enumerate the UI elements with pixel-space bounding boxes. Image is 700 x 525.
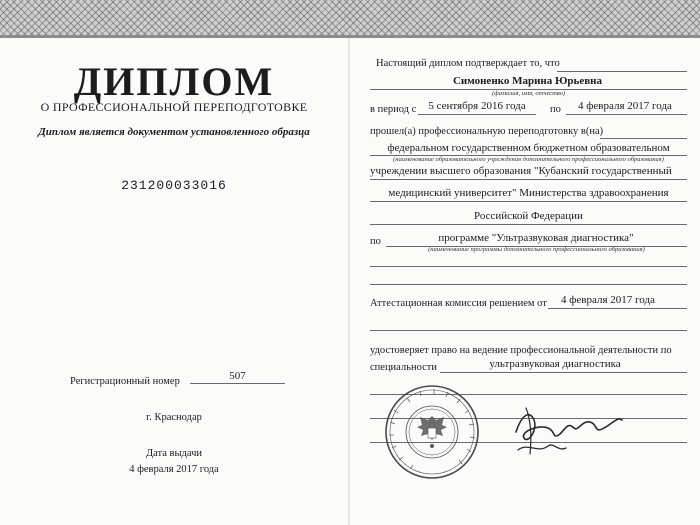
holder-full-name: Симоненко Марина Юрьевна xyxy=(452,75,603,87)
certifies-text: удостоверяет право на ведение профессиональной деятельности по xyxy=(370,345,672,356)
period-to: 4 февраля 2017 года xyxy=(578,100,672,112)
signature-icon xyxy=(508,398,628,458)
commission-underline xyxy=(548,308,687,309)
issue-date: 4 февраля 2017 года xyxy=(129,464,219,475)
period-to-underline xyxy=(566,114,687,115)
institution-caption: (наименование образовательного учреждения дополнительного профессионального образования) xyxy=(393,156,664,163)
specialty-underline xyxy=(440,372,687,373)
registration-number: 507 xyxy=(229,370,246,382)
institution-line-2: учреждении высшего образования "Кубанский государственный xyxy=(370,165,672,177)
document-subtitle: О ПРОФЕССИОНАЛЬНОЙ ПЕРЕПОДГОТОВКЕ xyxy=(40,100,308,114)
period-prefix: в период с xyxy=(370,104,417,115)
institution-underline-3 xyxy=(370,201,687,202)
blank-line-1 xyxy=(370,266,687,267)
specialty-label: специальности xyxy=(370,362,437,373)
commission-date: 4 февраля 2017 года xyxy=(561,294,655,306)
program-caption: (наименование программы дополнительного профессионального образования) xyxy=(428,246,645,253)
program-prefix: по xyxy=(370,236,381,247)
decorative-top-border xyxy=(0,0,700,38)
specialty-value: ультразвуковая диагностика xyxy=(489,358,621,370)
program-name: программе "Ультразвуковая диагностика" xyxy=(438,232,634,244)
confirms-text: Настоящий диплом подтверждает то, что xyxy=(376,58,560,69)
serial-number: 231200033016 xyxy=(121,178,227,193)
document-status-note: Диплом является документом установленного образца xyxy=(38,126,310,138)
center-fold xyxy=(348,38,350,525)
passed-label: прошел(а) профессиональную переподготовку в(на) xyxy=(370,126,604,137)
registration-underline xyxy=(190,383,285,384)
period-from-underline xyxy=(418,114,536,115)
blank-line-2 xyxy=(370,284,687,285)
institution-line-3: медицинский университет" Министерства здравоохранения xyxy=(388,187,669,199)
commission-label: Аттестационная комиссия решением от xyxy=(370,298,547,309)
passed-underline xyxy=(600,138,687,139)
blank-line-3 xyxy=(370,330,687,331)
city: г. Краснодар xyxy=(146,412,202,423)
official-seal-icon xyxy=(372,380,492,480)
institution-line-1: федеральном государственном бюджетном образовательном xyxy=(387,142,670,154)
issue-date-label: Дата выдачи xyxy=(145,448,203,459)
document-title: ДИПЛОМ xyxy=(73,59,275,104)
period-to-label: по xyxy=(550,104,561,115)
registration-label: Регистрационный номер xyxy=(70,376,180,387)
period-from: 5 сентября 2016 года xyxy=(428,100,526,112)
name-caption: (фамилия, имя, отчество) xyxy=(491,90,566,97)
institution-line-4: Российской Федерации xyxy=(474,210,583,222)
institution-underline-4 xyxy=(370,224,687,225)
confirms-underline xyxy=(557,71,687,72)
institution-underline-2 xyxy=(370,179,687,180)
